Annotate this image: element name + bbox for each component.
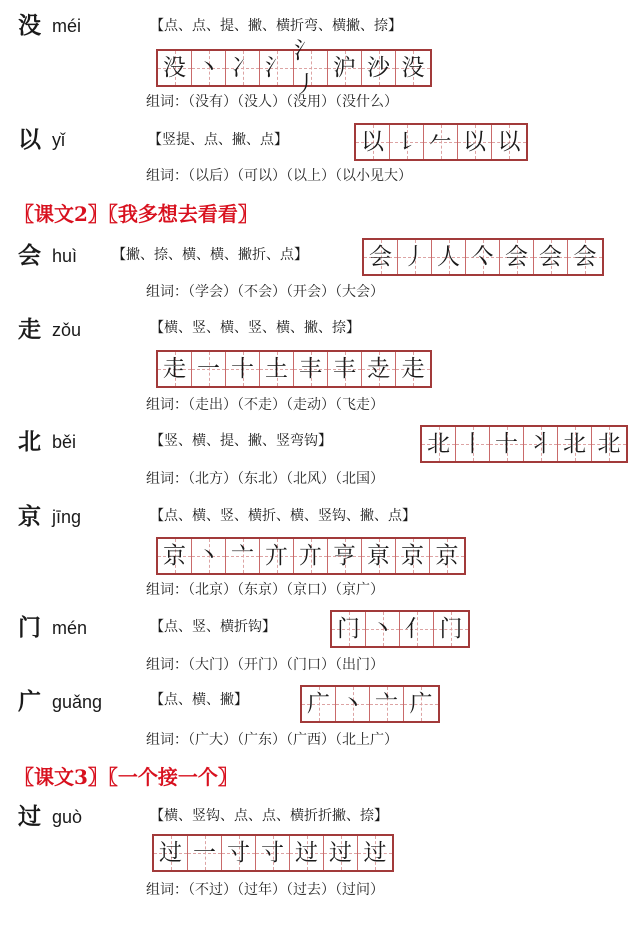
stroke-step: 亰	[362, 539, 396, 573]
character: 走	[18, 317, 41, 343]
stroke-step: 广	[404, 687, 438, 721]
stroke-step: 广	[302, 687, 336, 721]
word-examples: 组词：（没有）（没人）（没用）（没什么）	[146, 94, 398, 110]
stroke-step: 过	[154, 836, 188, 870]
stroke-step: 门	[434, 612, 468, 646]
character: 京	[18, 504, 41, 530]
stroke-step: 丨	[456, 427, 490, 461]
word-examples: 组词：（走出）（不走）（走动）（飞走）	[146, 397, 384, 413]
character: 过	[18, 804, 41, 830]
pinyin: zǒu	[52, 320, 82, 340]
stroke-names: 【横、竖、横、竖、横、撇、捺】	[150, 320, 360, 336]
stroke-step: 以	[356, 125, 390, 159]
stroke-step: 以	[492, 125, 526, 159]
stroke-names: 【撇、捺、横、横、撇折、点】	[112, 247, 308, 263]
stroke-order-grid	[156, 537, 466, 575]
stroke-step: 丰	[294, 352, 328, 386]
stroke-order-grid	[300, 685, 440, 723]
word-examples: 组词：（大门）（开门）（门口）（出门）	[146, 657, 384, 673]
pinyin: běi	[52, 432, 77, 452]
stroke-step: 过	[358, 836, 392, 870]
stroke-step: 丶	[336, 687, 370, 721]
stroke-step: 走	[396, 352, 430, 386]
stroke-step: 京	[396, 539, 430, 573]
pinyin: guǎng	[52, 692, 103, 712]
stroke-step: 沙	[362, 51, 396, 85]
stroke-step: 十	[226, 352, 260, 386]
stroke-step: 北	[422, 427, 456, 461]
character: 北	[18, 429, 41, 455]
stroke-step: 没	[396, 51, 430, 85]
stroke-step: ㇙	[390, 125, 424, 159]
stroke-step: 亣	[294, 539, 328, 573]
stroke-step: 丶	[192, 51, 226, 85]
stroke-step: 沪	[328, 51, 362, 85]
stroke-step: 氵丿	[294, 51, 328, 85]
pinyin: jīng	[52, 507, 82, 527]
stroke-step: 会	[364, 240, 398, 274]
pinyin: mén	[52, 618, 88, 638]
word-examples: 组词：（广大）（广东）（广西）（北上广）	[146, 732, 398, 748]
stroke-order-grid	[354, 123, 528, 161]
character: 门	[18, 615, 41, 641]
stroke-names: 【横、竖钩、点、点、横折折撇、捺】	[150, 808, 388, 824]
stroke-step: 寸	[256, 836, 290, 870]
stroke-step: 赱	[362, 352, 396, 386]
stroke-step: 会	[568, 240, 602, 274]
stroke-step: 氵	[260, 51, 294, 85]
stroke-step: 冫	[226, 51, 260, 85]
stroke-names: 【竖提、点、撇、点】	[148, 132, 288, 148]
stroke-step: 土	[260, 352, 294, 386]
stroke-step: 丶	[366, 612, 400, 646]
stroke-step: 丶	[192, 539, 226, 573]
stroke-step: 一	[192, 352, 226, 386]
stroke-step: 过	[290, 836, 324, 870]
stroke-step: 过	[324, 836, 358, 870]
stroke-step: 会	[500, 240, 534, 274]
stroke-order-grid	[330, 610, 470, 648]
stroke-step: 会	[534, 240, 568, 274]
stroke-step: 走	[158, 352, 192, 386]
stroke-step: 丰	[328, 352, 362, 386]
word-examples: 组词：（北京）（东京）（京口）（京广）	[146, 582, 384, 598]
lesson-heading: 〖课文3〗〖一个接一个〗	[14, 765, 238, 789]
stroke-step: 京	[158, 539, 192, 573]
stroke-order-grid	[156, 350, 432, 388]
stroke-names: 【点、横、竖、横折、横、竖钩、撇、点】	[150, 508, 416, 524]
stroke-step: 北	[558, 427, 592, 461]
pinyin: guò	[52, 807, 83, 827]
stroke-step: 亠	[226, 539, 260, 573]
word-examples: 组词：（北方）（东北）（北风）（北国）	[146, 471, 384, 487]
stroke-step: 丿	[398, 240, 432, 274]
stroke-step: 亠	[370, 687, 404, 721]
word-examples: 组词：（不过）（过年）（过去）（过问）	[146, 882, 384, 898]
stroke-step: 亽	[466, 240, 500, 274]
pinyin: méi	[52, 16, 82, 36]
character: 没	[18, 13, 41, 39]
stroke-step: 没	[158, 51, 192, 85]
character: 会	[18, 243, 41, 269]
stroke-step: 亣	[260, 539, 294, 573]
character: 广	[18, 689, 41, 715]
stroke-step: 北	[592, 427, 626, 461]
pinyin: huì	[52, 246, 78, 266]
stroke-order-grid	[152, 834, 394, 872]
stroke-order-grid	[156, 38, 432, 98]
stroke-step: 寸	[222, 836, 256, 870]
stroke-step: 𠂉	[424, 125, 458, 159]
stroke-order-grid	[420, 425, 628, 463]
word-examples: 组词：（学会）（不会）（开会）（大会）	[146, 284, 384, 300]
stroke-names: 【点、横、撇】	[150, 692, 248, 708]
stroke-names: 【竖、横、提、撇、竖弯钩】	[150, 433, 332, 449]
stroke-step: 门	[332, 612, 366, 646]
stroke-step: 丬	[524, 427, 558, 461]
stroke-step: 京	[430, 539, 464, 573]
stroke-names: 【点、点、提、撇、横折弯、横撇、捺】	[150, 18, 402, 34]
lesson-heading: 〖课文2〗〖我多想去看看〗	[14, 202, 258, 226]
stroke-step: 以	[458, 125, 492, 159]
stroke-step: 十	[490, 427, 524, 461]
word-examples: 组词：（以后）（可以）（以上）（以小见大）	[146, 168, 412, 184]
character: 以	[18, 127, 41, 153]
stroke-step: 人	[432, 240, 466, 274]
stroke-step: 一	[188, 836, 222, 870]
stroke-order-grid	[362, 238, 604, 276]
pinyin: yǐ	[52, 130, 65, 150]
stroke-step: 亻	[400, 612, 434, 646]
stroke-step: 亨	[328, 539, 362, 573]
stroke-names: 【点、竖、横折钩】	[150, 619, 276, 635]
